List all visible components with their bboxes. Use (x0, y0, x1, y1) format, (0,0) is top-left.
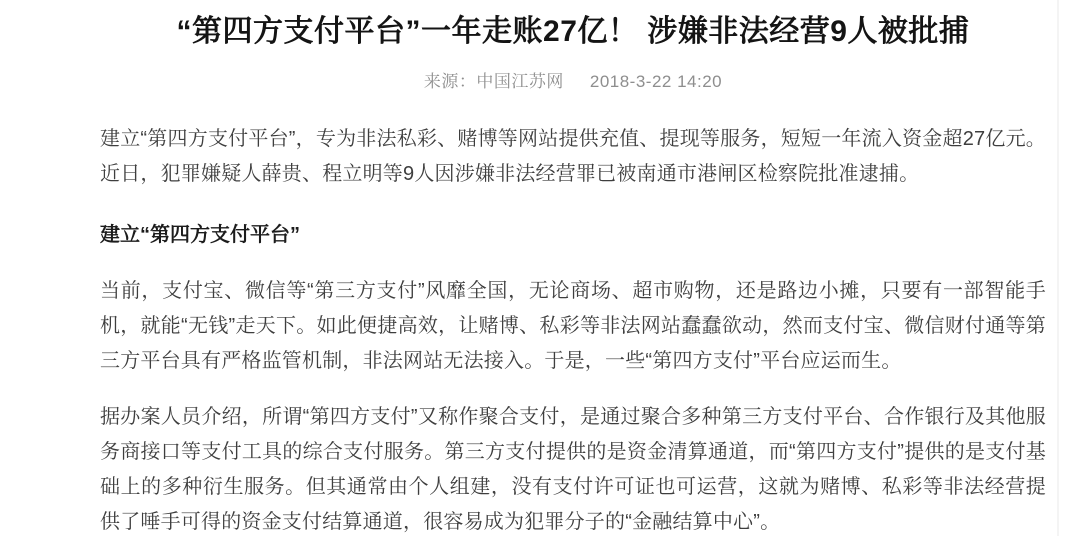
body-paragraph-1: 当前，支付宝、微信等“第三方支付”风靡全国，无论商场、超市购物，还是路边小摊，只要有一部智能手机，就能“无钱”走天下。如此便捷高效，让赌博、私彩等非法网站蠢蠢欲动，然而支付宝、微信财付通等第三方平台具有严格监管机制，非法网站无法接入。于是，一些“第四方支付”平台应运而生。 (100, 280, 1046, 372)
publish-datetime: 2018-3-22 14:20 (589, 72, 723, 91)
body-paragraph-2: 据办案人员介绍，所谓“第四方支付”又称作聚合支付，是通过聚合多种第三方支付平台、合作银行及其他服务商接口等支付工具的综合支付服务。第三方支付提供的是资金清算通道，而“第四方支付”提供的是支付基础上的多种衍生服务。但其通常由个人组建，没有支付许可证也可运营，这就为赌博、私彩等非法经营提供了唾手可得的资金支付结算通道，很容易成为犯罪分子的“金融结算中心”。 (100, 406, 1046, 533)
article-title: “第四方支付平台”一年走账27亿！ 涉嫌非法经营9人被批捕 (176, 15, 970, 48)
section-heading: 建立“第四方支付平台” (100, 224, 300, 246)
source-label: 来源： (423, 72, 477, 91)
source-name: 中国江苏网 (476, 72, 564, 91)
article-meta (100, 71, 1046, 92)
news-article (100, 0, 1046, 540)
lead-paragraph: 建立“第四方支付平台”，专为非法私彩、赌博等网站提供充值、提现等服务，短短一年流入资金超27亿元。近日，犯罪嫌疑人薛贵、程立明等9人因涉嫌非法经营罪已被南通市港闸区检察院批准逮捕。 (100, 128, 1046, 185)
right-column-divider (1057, 0, 1059, 536)
